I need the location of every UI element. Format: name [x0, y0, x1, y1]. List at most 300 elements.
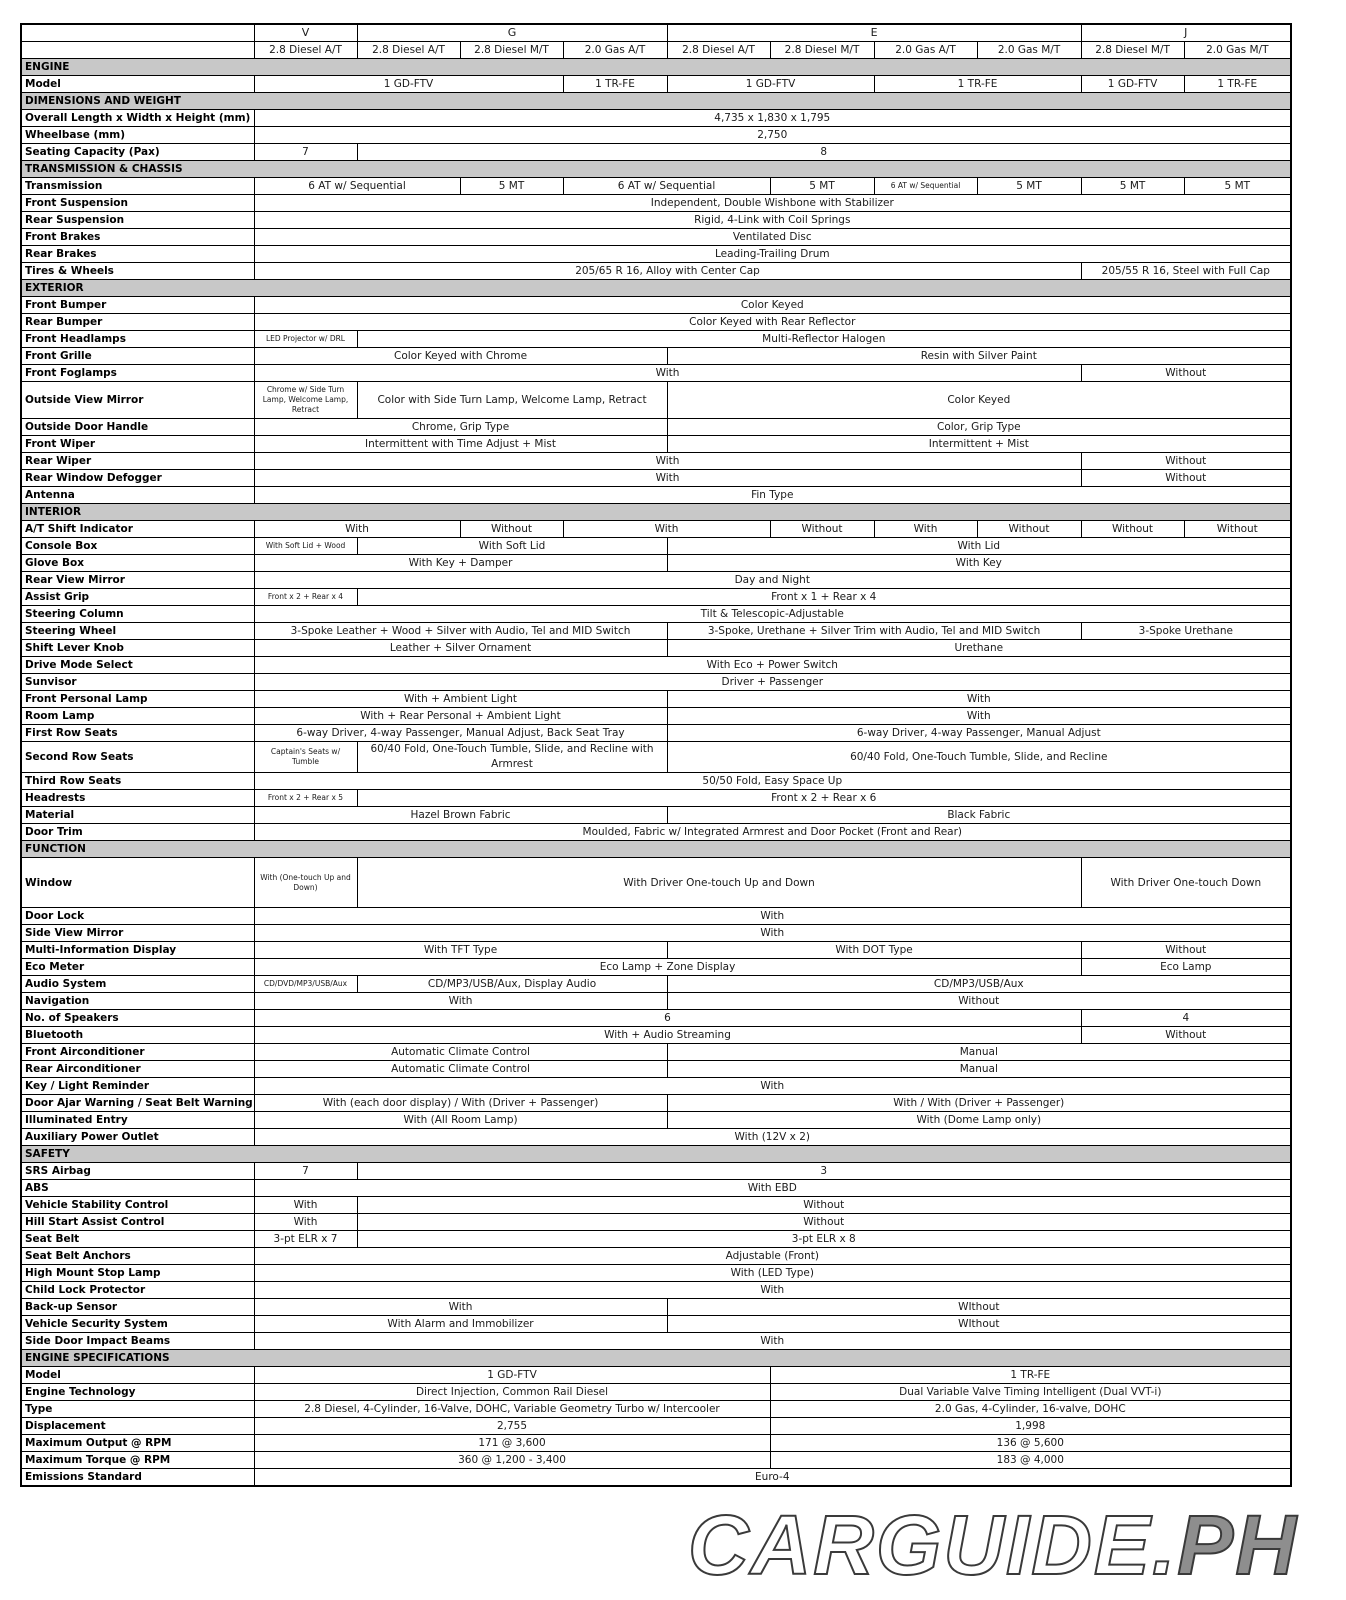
spec-label: Navigation [21, 993, 254, 1010]
spec-value: Rigid, 4-Link with Coil Springs [254, 212, 1291, 229]
section-header [21, 59, 1291, 76]
spec-row [21, 110, 1291, 127]
spec-row [21, 773, 1291, 790]
spec-value: 7 [254, 1163, 357, 1180]
spec-value: Automatic Climate Control [254, 1061, 667, 1078]
spec-row [21, 589, 1291, 606]
spec-value: 205/55 R 16, Steel with Full Cap [1081, 263, 1291, 280]
section-title: INTERIOR [21, 504, 1291, 521]
spec-value: Moulded, Fabric w/ Integrated Armrest and Door Pocket (Front and Rear) [254, 824, 1291, 841]
variant-header-row [21, 42, 1291, 59]
spec-value: With [254, 925, 1291, 942]
spec-row [21, 331, 1291, 348]
section-title: DIMENSIONS AND WEIGHT [21, 93, 1291, 110]
spec-value: Without [1081, 470, 1291, 487]
spec-row [21, 1180, 1291, 1197]
spec-row [21, 976, 1291, 993]
spec-row [21, 606, 1291, 623]
spec-label: Audio System [21, 976, 254, 993]
spec-value: With [254, 521, 460, 538]
spec-value: Leather + Silver Ornament [254, 640, 667, 657]
spec-value: 205/65 R 16, Alloy with Center Cap [254, 263, 1081, 280]
spec-label: Seat Belt Anchors [21, 1248, 254, 1265]
spec-value: 6 [254, 1010, 1081, 1027]
spec-table [20, 23, 1292, 1487]
spec-row [21, 790, 1291, 807]
spec-label: Shift Lever Knob [21, 640, 254, 657]
spec-label: Drive Mode Select [21, 657, 254, 674]
spec-label: Second Row Seats [21, 742, 254, 773]
spec-row [21, 1265, 1291, 1282]
spec-value: With (each door display) / With (Driver + Passenger) [254, 1095, 667, 1112]
spec-value: With [254, 1299, 667, 1316]
spec-value: 3-pt ELR x 7 [254, 1231, 357, 1248]
spec-label: SRS Airbag [21, 1163, 254, 1180]
spec-value: 6-way Driver, 4-way Passenger, Manual Adjust, Back Seat Tray [254, 725, 667, 742]
spec-row [21, 127, 1291, 144]
spec-row [21, 1282, 1291, 1299]
spec-row [21, 246, 1291, 263]
spec-value: 3-Spoke, Urethane + Silver Trim with Audio, Tel and MID Switch [667, 623, 1081, 640]
spec-row [21, 436, 1291, 453]
spec-value: Without [977, 521, 1081, 538]
spec-row [21, 1214, 1291, 1231]
spec-label: Rear Wiper [21, 453, 254, 470]
spec-value: Manual [667, 1061, 1291, 1078]
spec-value: With [874, 521, 977, 538]
variant-cell: 2.8 Diesel M/T [1081, 42, 1184, 59]
spec-label: Door Trim [21, 824, 254, 841]
spec-label: Transmission [21, 178, 254, 195]
spec-label: Front Suspension [21, 195, 254, 212]
section-header [21, 841, 1291, 858]
spec-value: 8 [357, 144, 1291, 161]
spec-row [21, 942, 1291, 959]
variant-cell: 2.0 Gas M/T [977, 42, 1081, 59]
spec-value: Without [1081, 365, 1291, 382]
spec-row [21, 572, 1291, 589]
spec-value: Color Keyed with Rear Reflector [254, 314, 1291, 331]
spec-label: Model [21, 76, 254, 93]
spec-value: Without [770, 521, 874, 538]
spec-label: Headrests [21, 790, 254, 807]
spec-value: 4,735 x 1,830 x 1,795 [254, 110, 1291, 127]
spec-value: 1,998 [770, 1418, 1291, 1435]
spec-row [21, 229, 1291, 246]
spec-value: WIthout [667, 1316, 1291, 1333]
spec-value: CD/DVD/MP3/USB/Aux [254, 976, 357, 993]
spec-row [21, 212, 1291, 229]
spec-label: Front Bumper [21, 297, 254, 314]
spec-value: Eco Lamp [1081, 959, 1291, 976]
spec-value: With [254, 1333, 1291, 1350]
spec-value: 2.8 Diesel, 4-Cylinder, 16-Valve, DOHC, Variable Geometry Turbo w/ Intercooler [254, 1401, 770, 1418]
spec-value: 3-pt ELR x 8 [357, 1231, 1291, 1248]
corner-cell [21, 24, 254, 42]
spec-row [21, 623, 1291, 640]
spec-label: Rear Airconditioner [21, 1061, 254, 1078]
spec-value: With + Ambient Light [254, 691, 667, 708]
spec-value: Automatic Climate Control [254, 1044, 667, 1061]
spec-value: With Eco + Power Switch [254, 657, 1291, 674]
spec-value: With [667, 691, 1291, 708]
spec-value: Front x 2 + Rear x 4 [254, 589, 357, 606]
spec-value: Color Keyed with Chrome [254, 348, 667, 365]
spec-value: With Key + Damper [254, 555, 667, 572]
spec-value: With Driver One-touch Up and Down [357, 858, 1081, 908]
spec-row [21, 807, 1291, 824]
spec-value: With [254, 908, 1291, 925]
spec-label: Rear Bumper [21, 314, 254, 331]
spec-value: Adjustable (Front) [254, 1248, 1291, 1265]
variant-cell: 2.8 Diesel M/T [460, 42, 563, 59]
spec-row [21, 657, 1291, 674]
spec-value: WIthout [667, 1299, 1291, 1316]
section-header [21, 161, 1291, 178]
spec-value: 3-Spoke Urethane [1081, 623, 1291, 640]
spec-label: Front Wiper [21, 436, 254, 453]
spec-label: Front Grille [21, 348, 254, 365]
spec-label: Front Headlamps [21, 331, 254, 348]
variant-cell: 2.8 Diesel A/T [357, 42, 460, 59]
spec-value: Captain's Seats w/ Tumble [254, 742, 357, 773]
spec-label: Glove Box [21, 555, 254, 572]
spec-value: With + Rear Personal + Ambient Light [254, 708, 667, 725]
section-header [21, 1146, 1291, 1163]
spec-row [21, 1078, 1291, 1095]
spec-value: 183 @ 4,000 [770, 1452, 1291, 1469]
spec-value: Urethane [667, 640, 1291, 657]
spec-row [21, 1435, 1291, 1452]
spec-value: Color Keyed [254, 297, 1291, 314]
spec-row [21, 365, 1291, 382]
spec-row [21, 959, 1291, 976]
spec-value: Front x 2 + Rear x 5 [254, 790, 357, 807]
spec-value: 6 AT w/ Sequential [874, 178, 977, 195]
spec-row [21, 1384, 1291, 1401]
section-header [21, 280, 1291, 297]
spec-row [21, 1333, 1291, 1350]
spec-value: With Soft Lid [357, 538, 667, 555]
spec-label: ABS [21, 1180, 254, 1197]
section-header [21, 93, 1291, 110]
section-title: SAFETY [21, 1146, 1291, 1163]
spec-label: Steering Column [21, 606, 254, 623]
spec-value: 171 @ 3,600 [254, 1435, 770, 1452]
spec-row [21, 1010, 1291, 1027]
spec-value: 5 MT [1081, 178, 1184, 195]
spec-value: 60/40 Fold, One-Touch Tumble, Slide, and Recline [667, 742, 1291, 773]
logo-text-carguide: CARGUIDE. [687, 1498, 1178, 1592]
spec-value: 1 GD-FTV [667, 76, 874, 93]
spec-label: Door Lock [21, 908, 254, 925]
spec-value: With [254, 1282, 1291, 1299]
spec-row [21, 742, 1291, 773]
grade-header-row [21, 24, 1291, 42]
spec-value: CD/MP3/USB/Aux [667, 976, 1291, 993]
spec-row [21, 1401, 1291, 1418]
spec-row [21, 908, 1291, 925]
spec-label: Sunvisor [21, 674, 254, 691]
spec-value: Color Keyed [667, 382, 1291, 419]
spec-label: A/T Shift Indicator [21, 521, 254, 538]
spec-row [21, 1316, 1291, 1333]
corner-cell [21, 42, 254, 59]
section-title: TRANSMISSION & CHASSIS [21, 161, 1291, 178]
spec-label: Assist Grip [21, 589, 254, 606]
variant-cell: 2.0 Gas A/T [874, 42, 977, 59]
section-title: EXTERIOR [21, 280, 1291, 297]
spec-label: Back-up Sensor [21, 1299, 254, 1316]
section-title: ENGINE SPECIFICATIONS [21, 1350, 1291, 1367]
logo-text-ph: PH [1177, 1498, 1298, 1592]
grade-j: J [1081, 24, 1291, 42]
spec-label: Engine Technology [21, 1384, 254, 1401]
spec-value: 2.0 Gas, 4-Cylinder, 16-valve, DOHC [770, 1401, 1291, 1418]
spec-row [21, 1027, 1291, 1044]
spec-value: Driver + Passenger [254, 674, 1291, 691]
spec-row [21, 195, 1291, 212]
spec-value: Without [1081, 1027, 1291, 1044]
spec-label: Front Brakes [21, 229, 254, 246]
spec-row [21, 925, 1291, 942]
spec-row [21, 858, 1291, 908]
spec-label: Auxiliary Power Outlet [21, 1129, 254, 1146]
spec-row [21, 555, 1291, 572]
spec-value: 1 GD-FTV [254, 1367, 770, 1384]
spec-value: Leading-Trailing Drum [254, 246, 1291, 263]
spec-value: Without [357, 1197, 1291, 1214]
spec-value: With [254, 993, 667, 1010]
spec-row [21, 1197, 1291, 1214]
spec-value: With [254, 1078, 1291, 1095]
spec-value: 2,755 [254, 1418, 770, 1435]
spec-row [21, 1095, 1291, 1112]
spec-label: Emissions Standard [21, 1469, 254, 1487]
spec-label: Vehicle Stability Control [21, 1197, 254, 1214]
spec-value: Eco Lamp + Zone Display [254, 959, 1081, 976]
spec-label: Material [21, 807, 254, 824]
spec-label: Steering Wheel [21, 623, 254, 640]
spec-value: 6-way Driver, 4-way Passenger, Manual Adjust [667, 725, 1291, 742]
spec-value: 6 AT w/ Sequential [563, 178, 770, 195]
spec-value: Manual [667, 1044, 1291, 1061]
spec-row [21, 640, 1291, 657]
spec-row [21, 1061, 1291, 1078]
spec-row [21, 1044, 1291, 1061]
spec-value: 7 [254, 144, 357, 161]
spec-value: 1 TR-FE [770, 1367, 1291, 1384]
spec-label: Hill Start Assist Control [21, 1214, 254, 1231]
spec-value: Intermittent + Mist [667, 436, 1291, 453]
spec-value: With [667, 708, 1291, 725]
spec-value: With (LED Type) [254, 1265, 1291, 1282]
spec-value: LED Projector w/ DRL [254, 331, 357, 348]
spec-value: Day and Night [254, 572, 1291, 589]
variant-cell: 2.8 Diesel A/T [254, 42, 357, 59]
spec-value: 5 MT [770, 178, 874, 195]
spec-label: Overall Length x Width x Height (mm) [21, 110, 254, 127]
spec-value: Tilt & Telescopic-Adjustable [254, 606, 1291, 623]
spec-value: 3-Spoke Leather + Wood + Silver with Audio, Tel and MID Switch [254, 623, 667, 640]
spec-value: 1 GD-FTV [254, 76, 563, 93]
spec-value: 1 GD-FTV [1081, 76, 1184, 93]
spec-value: With [254, 1214, 357, 1231]
spec-value: With (Dome Lamp only) [667, 1112, 1291, 1129]
spec-value: Ventilated Disc [254, 229, 1291, 246]
spec-label: Outside View Mirror [21, 382, 254, 419]
spec-label: Side View Mirror [21, 925, 254, 942]
spec-value: 5 MT [460, 178, 563, 195]
spec-row [21, 725, 1291, 742]
spec-value: With Driver One-touch Down [1081, 858, 1291, 908]
spec-value: 3 [357, 1163, 1291, 1180]
spec-value: 2,750 [254, 127, 1291, 144]
variant-cell: 2.8 Diesel A/T [667, 42, 770, 59]
spec-label: Rear Window Defogger [21, 470, 254, 487]
spec-label: No. of Speakers [21, 1010, 254, 1027]
variant-cell: 2.8 Diesel M/T [770, 42, 874, 59]
grade-v: V [254, 24, 357, 42]
spec-label: High Mount Stop Lamp [21, 1265, 254, 1282]
spec-label: Front Foglamps [21, 365, 254, 382]
spec-value: Resin with Silver Paint [667, 348, 1291, 365]
spec-label: Type [21, 1401, 254, 1418]
spec-label: Door Ajar Warning / Seat Belt Warning [21, 1095, 254, 1112]
spec-value: With [254, 470, 1081, 487]
spec-row [21, 824, 1291, 841]
spec-value: Direct Injection, Common Rail Diesel [254, 1384, 770, 1401]
spec-row [21, 419, 1291, 436]
spec-value: Multi-Reflector Halogen [357, 331, 1291, 348]
spec-value: Without [357, 1214, 1291, 1231]
spec-value: Without [1081, 521, 1184, 538]
spec-row [21, 297, 1291, 314]
spec-value: With Soft Lid + Wood [254, 538, 357, 555]
spec-label: Illuminated Entry [21, 1112, 254, 1129]
variant-cell: 2.0 Gas A/T [563, 42, 667, 59]
spec-label: Outside Door Handle [21, 419, 254, 436]
spec-value: With (One-touch Up and Down) [254, 858, 357, 908]
spec-row [21, 487, 1291, 504]
spec-value: Color, Grip Type [667, 419, 1291, 436]
spec-label: Wheelbase (mm) [21, 127, 254, 144]
spec-label: Maximum Output @ RPM [21, 1435, 254, 1452]
spec-value: With TFT Type [254, 942, 667, 959]
spec-value: Front x 1 + Rear x 4 [357, 589, 1291, 606]
variant-cell: 2.0 Gas M/T [1184, 42, 1291, 59]
spec-label: Front Airconditioner [21, 1044, 254, 1061]
spec-body [21, 24, 1291, 1486]
spec-value: Without [667, 993, 1291, 1010]
spec-row [21, 1469, 1291, 1487]
spec-value: With Alarm and Immobilizer [254, 1316, 667, 1333]
spec-row [21, 1112, 1291, 1129]
spec-value: 1 TR-FE [1184, 76, 1291, 93]
section-header [21, 1350, 1291, 1367]
spec-label: Eco Meter [21, 959, 254, 976]
spec-row [21, 1418, 1291, 1435]
spec-value: With [254, 1197, 357, 1214]
spec-value: Dual Variable Valve Timing Intelligent (Dual VVT-i) [770, 1384, 1291, 1401]
section-header [21, 504, 1291, 521]
spec-row [21, 348, 1291, 365]
spec-value: With (12V x 2) [254, 1129, 1291, 1146]
spec-value: With Key [667, 555, 1291, 572]
spec-value: Chrome w/ Side Turn Lamp, Welcome Lamp, Retract [254, 382, 357, 419]
spec-value: 4 [1081, 1010, 1291, 1027]
spec-row [21, 453, 1291, 470]
spec-row [21, 1248, 1291, 1265]
spec-row [21, 708, 1291, 725]
spec-row [21, 1163, 1291, 1180]
spec-label: Rear Brakes [21, 246, 254, 263]
spec-value: With DOT Type [667, 942, 1081, 959]
spec-row [21, 538, 1291, 555]
spec-label: Vehicle Security System [21, 1316, 254, 1333]
spec-row [21, 178, 1291, 195]
spec-label: Displacement [21, 1418, 254, 1435]
spec-value: With / With (Driver + Passenger) [667, 1095, 1291, 1112]
spec-label: Third Row Seats [21, 773, 254, 790]
spec-label: Rear View Mirror [21, 572, 254, 589]
spec-label: Window [21, 858, 254, 908]
spec-value: Hazel Brown Fabric [254, 807, 667, 824]
spec-label: Multi-Information Display [21, 942, 254, 959]
spec-row [21, 1452, 1291, 1469]
grade-e: E [667, 24, 1081, 42]
spec-label: Maximum Torque @ RPM [21, 1452, 254, 1469]
grade-g: G [357, 24, 667, 42]
spec-value: With EBD [254, 1180, 1291, 1197]
spec-row [21, 382, 1291, 419]
spec-row [21, 1129, 1291, 1146]
spec-label: Rear Suspension [21, 212, 254, 229]
spec-label: Antenna [21, 487, 254, 504]
section-title: ENGINE [21, 59, 1291, 76]
spec-value: 50/50 Fold, Easy Space Up [254, 773, 1291, 790]
spec-row [21, 1367, 1291, 1384]
spec-label: Side Door Impact Beams [21, 1333, 254, 1350]
spec-label: Tires & Wheels [21, 263, 254, 280]
spec-value: 60/40 Fold, One-Touch Tumble, Slide, and Recline with Armrest [357, 742, 667, 773]
spec-value: Without [1081, 942, 1291, 959]
spec-value: Independent, Double Wishbone with Stabilizer [254, 195, 1291, 212]
spec-row [21, 144, 1291, 161]
spec-row [21, 691, 1291, 708]
spec-label: Model [21, 1367, 254, 1384]
spec-row [21, 314, 1291, 331]
spec-value: Without [460, 521, 563, 538]
spec-label: Room Lamp [21, 708, 254, 725]
spec-value: Fin Type [254, 487, 1291, 504]
spec-value: Without [1081, 453, 1291, 470]
spec-value: With [563, 521, 770, 538]
spec-value: With [254, 453, 1081, 470]
spec-value: 1 TR-FE [563, 76, 667, 93]
spec-row [21, 76, 1291, 93]
spec-value: 5 MT [977, 178, 1081, 195]
spec-row [21, 470, 1291, 487]
spec-value: 136 @ 5,600 [770, 1435, 1291, 1452]
spec-value: 360 @ 1,200 - 3,400 [254, 1452, 770, 1469]
spec-value: Color with Side Turn Lamp, Welcome Lamp, Retract [357, 382, 667, 419]
spec-label: Child Lock Protector [21, 1282, 254, 1299]
spec-label: First Row Seats [21, 725, 254, 742]
spec-label: Seat Belt [21, 1231, 254, 1248]
spec-row [21, 1231, 1291, 1248]
spec-value: Chrome, Grip Type [254, 419, 667, 436]
